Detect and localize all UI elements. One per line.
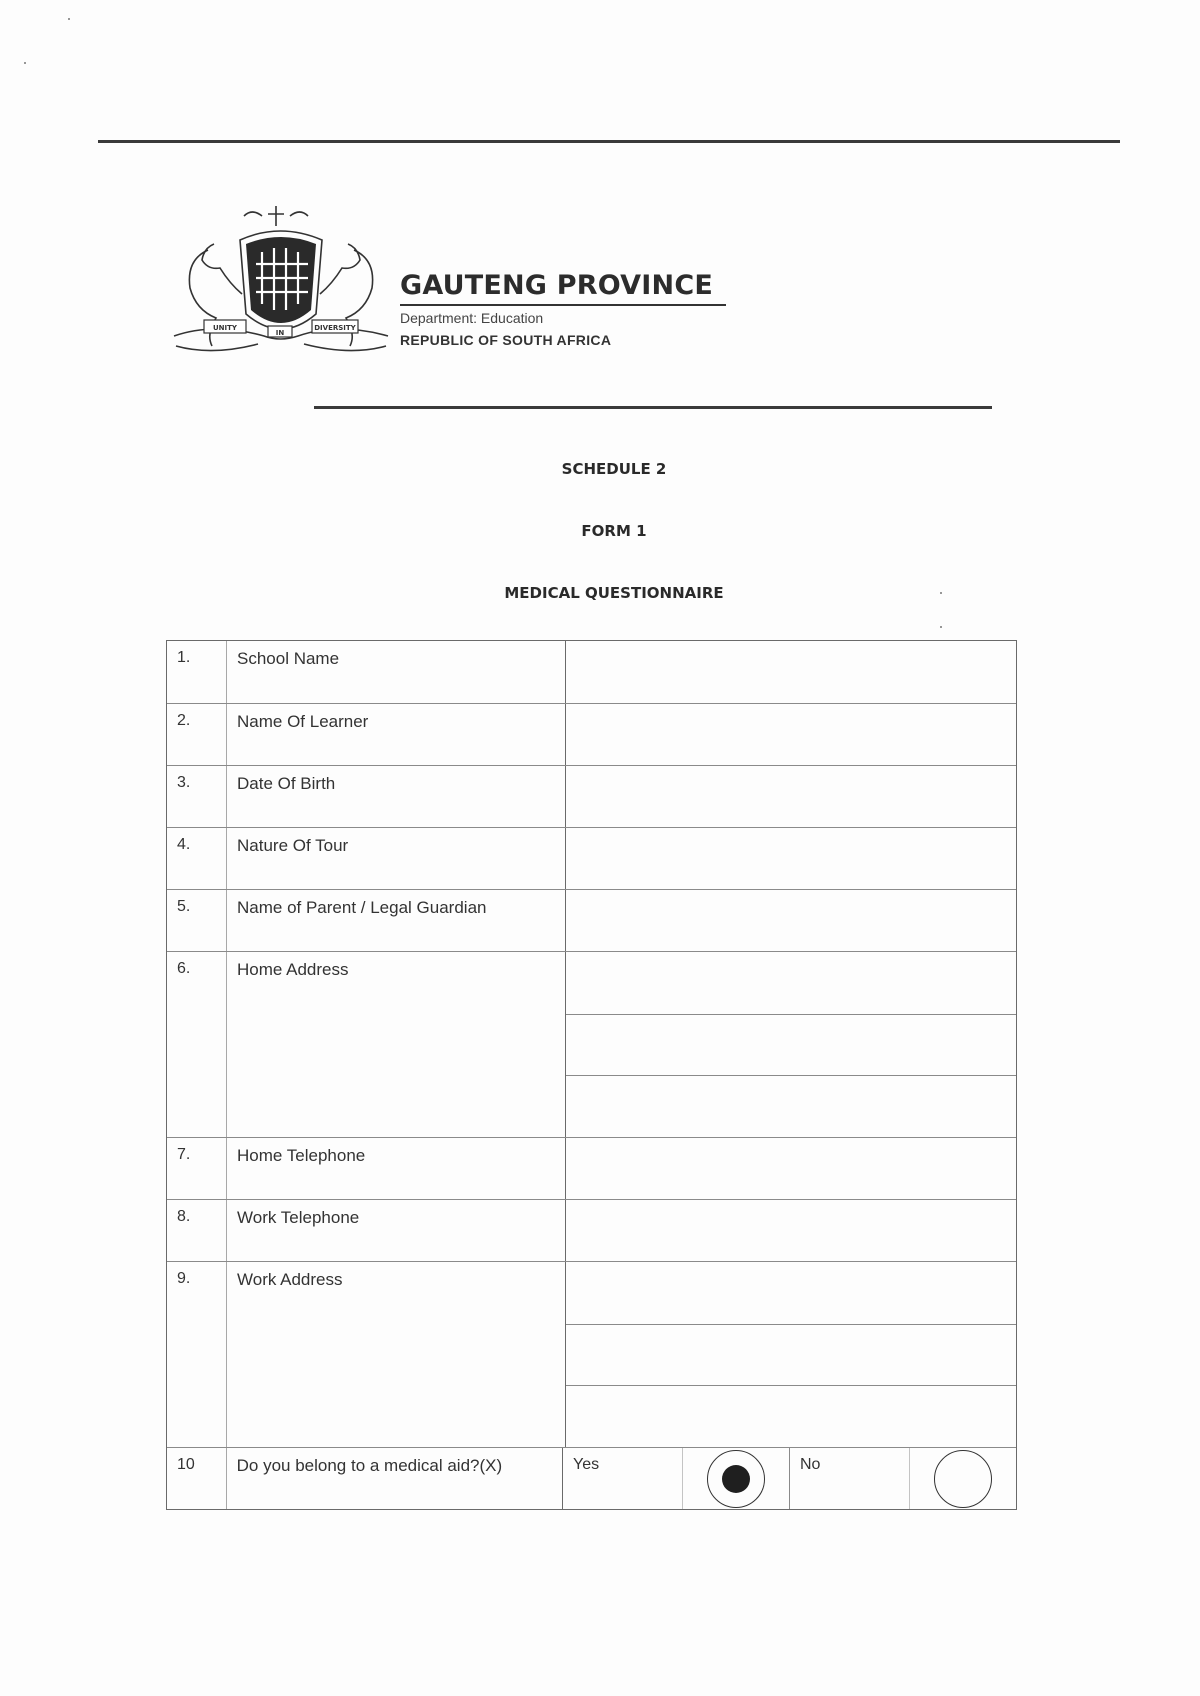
row-label: Home Address [227,952,566,1137]
row-number: 8. [167,1200,227,1261]
scan-speck [24,62,26,64]
school-name-field[interactable] [566,641,1016,703]
form-row [167,703,1016,765]
crest-motto-unity: UNITY [213,324,237,332]
no-label: No [790,1448,910,1509]
no-option[interactable] [910,1448,1016,1509]
form-row [167,951,1016,1137]
row-number: 7. [167,1138,227,1199]
form-row [167,641,1016,703]
work-telephone-field[interactable] [566,1200,1016,1261]
row-label: Work Telephone [227,1200,566,1261]
parent-guardian-field[interactable] [566,890,1016,951]
nature-of-tour-field[interactable] [566,828,1016,889]
form-row [167,1447,1016,1509]
yes-option[interactable] [683,1448,790,1509]
home-address-line-3[interactable] [566,1075,1016,1137]
home-address-line-2[interactable] [566,1014,1016,1076]
header-rule [314,406,992,409]
selected-dot [722,1465,750,1493]
date-of-birth-field[interactable] [566,766,1016,827]
row-number: 5. [167,890,227,951]
form-row [167,889,1016,951]
row-number: 2. [167,704,227,765]
medical-aid-choice [563,1448,1016,1509]
form-heading: FORM 1 [581,522,647,540]
province-name: GAUTENG PROVINCE [400,270,713,301]
crest-motto-diversity: DIVERSITY [314,324,356,332]
scan-speck [940,592,942,594]
row-label: Name Of Learner [227,704,566,765]
no-radio[interactable] [934,1450,992,1508]
work-address-line-2[interactable] [566,1324,1016,1386]
coat-of-arms-logo [170,196,392,360]
department-name: Department: Education [400,309,544,326]
scan-speck [68,18,70,20]
form-row [167,827,1016,889]
row-label: School Name [227,641,566,703]
brand-block [400,270,726,348]
row-label: Do you belong to a medical aid?(X) [227,1448,563,1509]
brand-underline [400,304,726,306]
medical-questionnaire-form [166,640,1017,1510]
row-number: 6. [167,952,227,1137]
row-label: Date Of Birth [227,766,566,827]
work-address-line-1[interactable] [566,1262,1016,1324]
schedule-heading: SCHEDULE 2 [561,460,667,478]
row-number: 9. [167,1262,227,1447]
row-number: 10 [167,1448,227,1509]
yes-label: Yes [563,1448,683,1509]
home-address-line-1[interactable] [566,952,1016,1014]
form-row [167,1199,1016,1261]
yes-radio-selected[interactable] [707,1450,765,1508]
crest-motto-in: IN [275,329,285,337]
country-name: REPUBLIC OF SOUTH AFRICA [400,331,612,348]
learner-name-field[interactable] [566,704,1016,765]
row-label: Nature Of Tour [227,828,566,889]
row-number: 4. [167,828,227,889]
row-number: 1. [167,641,227,703]
top-rule [98,140,1120,143]
questionnaire-title: MEDICAL QUESTIONNAIRE [504,584,724,602]
form-row [167,1261,1016,1447]
row-label: Home Telephone [227,1138,566,1199]
row-number: 3. [167,766,227,827]
work-address-line-3[interactable] [566,1385,1016,1447]
form-row [167,765,1016,827]
row-label: Name of Parent / Legal Guardian [227,890,566,951]
form-row [167,1137,1016,1199]
scan-speck [940,626,942,628]
home-telephone-field[interactable] [566,1138,1016,1199]
row-label: Work Address [227,1262,566,1447]
